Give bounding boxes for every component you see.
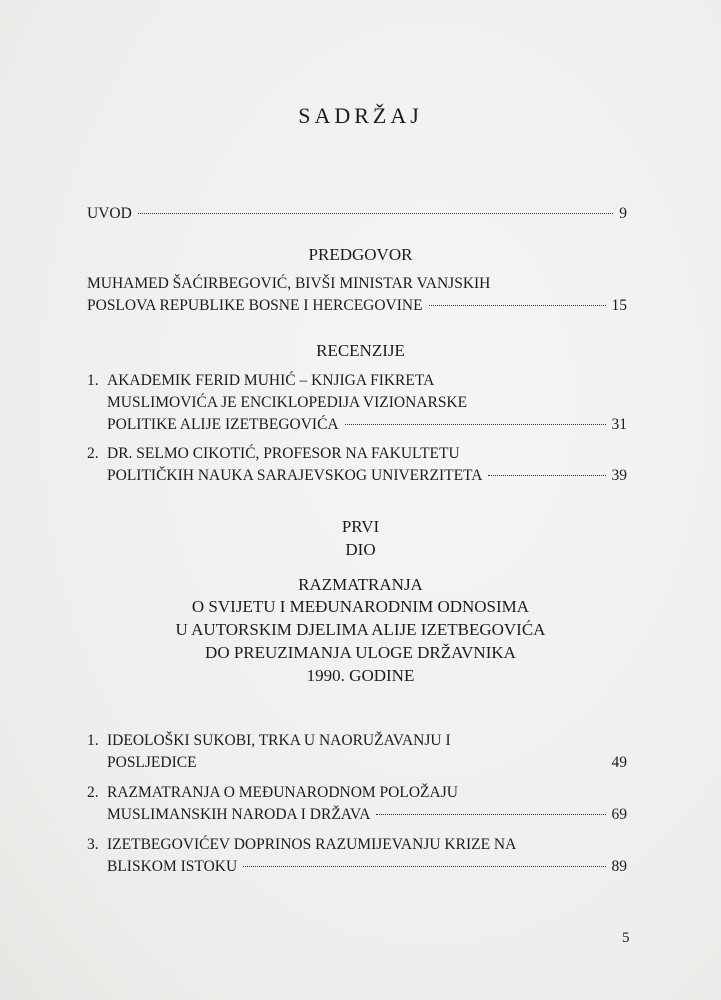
toc-entry-recenzija-2 [87, 443, 627, 487]
toc-entry-line: MUHAMED ŠAĆIRBEGOVIĆ, BIVŠI MINISTAR VANJSKIH [87, 275, 491, 292]
toc-entry-line: IZETBEGOVIĆEV DOPRINOS RAZUMIJEVANJU KRIZE NA [107, 836, 517, 853]
section-heading-predgovor: PREDGOVOR [308, 245, 413, 264]
toc-item-number: 1. [87, 732, 99, 749]
toc-page-number: 49 [611, 754, 627, 771]
page-title: SADRŽAJ [298, 103, 423, 128]
toc-entry-line: DR. SELMO CIKOTIĆ, PROFESOR NA FAKULTETU [107, 445, 460, 462]
toc-page-number: 15 [611, 297, 627, 314]
leader-dots [488, 474, 605, 476]
toc-entry-predgovor [87, 273, 627, 317]
toc-entry-line: POSLOVA REPUBLIKE BOSNE I HERCEGOVINE [87, 297, 423, 314]
part-heading-line: U AUTORSKIM DJELIMA ALIJE IZETBEGOVIĆA [175, 620, 546, 640]
toc-item-number: 3. [87, 836, 99, 853]
toc-entry-line: IDEOLOŠKI SUKOBI, TRKA U NAORUŽAVANJU I [107, 732, 451, 749]
toc-entry-recenzija-1 [87, 370, 627, 436]
toc-entry-line: MUSLIMOVIĆA JE ENCIKLOPEDIJA VIZIONARSKE [107, 394, 468, 411]
toc-item-number: 2. [87, 784, 99, 801]
leader-dots [429, 304, 606, 306]
part-heading-line: 1990. GODINE [306, 665, 415, 685]
toc-page-number: 39 [611, 467, 627, 484]
toc-page-number: 89 [611, 858, 627, 875]
leader-dots [376, 813, 605, 815]
toc-entry-part-2 [87, 782, 627, 826]
toc-entry-line: POLITIKE ALIJE IZETBEGOVIĆA [107, 416, 339, 433]
leader-dots [243, 865, 605, 867]
toc-entry-line: AKADEMIK FERID MUHIĆ – KNJIGA FIKRETA [107, 372, 435, 389]
toc-entry-part-1 [87, 730, 627, 774]
leader-dots [203, 761, 606, 763]
toc-page-number: 31 [611, 416, 627, 433]
part-heading-line: DO PREUZIMANJA ULOGE DRŽAVNIKA [205, 642, 516, 662]
page-number: 5 [622, 930, 630, 946]
part-heading-line: DIO [345, 539, 376, 559]
section-heading-recenzije: RECENZIJE [316, 341, 405, 360]
toc-entry-line: POSLJEDICE [107, 754, 197, 771]
toc-item-number: 1. [87, 372, 99, 389]
toc-entry-line: POLITIČKIH NAUKA SARAJEVSKOG UNIVERZITETA [107, 467, 483, 484]
toc-page-number: 9 [619, 205, 627, 222]
leader-dots [345, 423, 606, 425]
toc-entry-line: BLISKOM ISTOKU [107, 858, 238, 875]
part-heading-line: O SVIJETU I MEĐUNARODNIM ODNOSIMA [191, 597, 530, 617]
toc-entry-label: UVOD [87, 205, 132, 222]
toc-item-number: 2. [87, 445, 99, 462]
leader-dots [138, 212, 613, 214]
toc-page-number: 69 [611, 806, 627, 823]
part-heading-line: PRVI [341, 517, 380, 536]
toc-entry-uvod [87, 203, 627, 225]
toc-entry-line: MUSLIMANSKIH NARODA I DRŽAVA [107, 806, 371, 823]
toc-entry-line: RAZMATRANJA O MEĐUNARODNOM POLOŽAJU [107, 784, 458, 801]
toc-entry-part-3 [87, 834, 627, 878]
part-heading-line: RAZMATRANJA [298, 574, 423, 594]
part-heading [0, 516, 721, 688]
